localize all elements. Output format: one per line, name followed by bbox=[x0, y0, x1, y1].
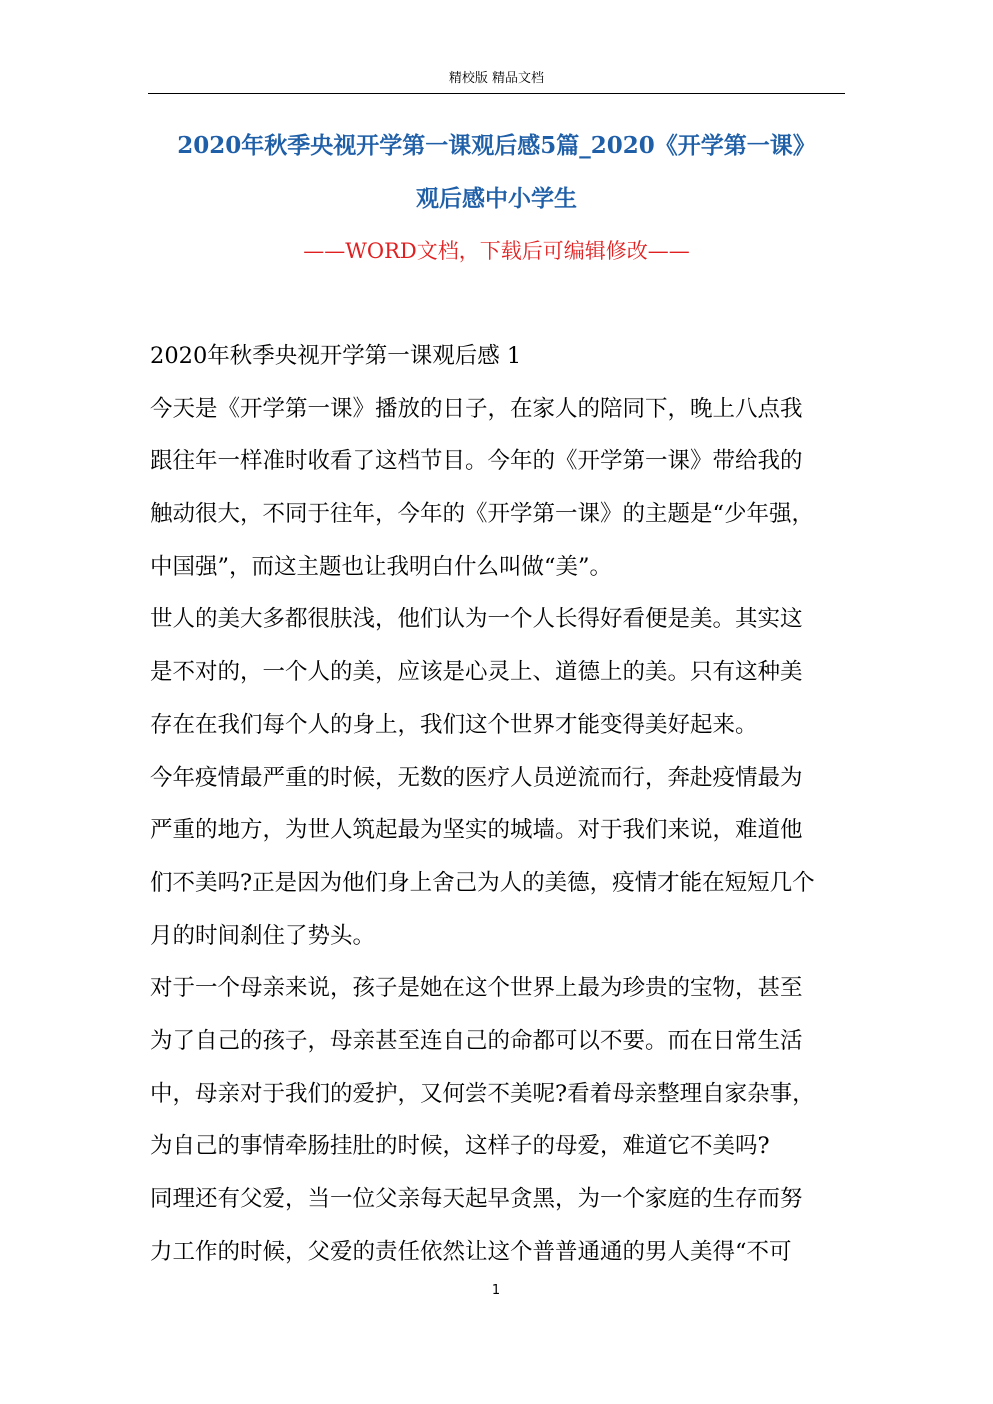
body-line: 对于一个母亲来说，孩子是她在这个世界上最为珍贵的宝物，甚至 bbox=[150, 975, 803, 1002]
body-line: 月的时间刹住了势头。 bbox=[150, 922, 376, 949]
body-line: 们不美吗?正是因为他们身上舍己为人的美德，疫情才能在短短几个 bbox=[150, 869, 815, 896]
body-line: 同理还有父爱，当一位父亲每天起早贪黑，为一个家庭的生存而努 bbox=[150, 1186, 803, 1212]
body-line: 触动很大，不同于往年，今年的《开学第一课》的主题是“少年强， bbox=[150, 501, 815, 528]
body-line: 力工作的时候，父爱的责任依然让这个普普通通的男人美得“不可 bbox=[150, 1238, 792, 1265]
body-line: 中，母亲对于我们的爱护，又何尝不美呢?看着母亲整理自家杂事， bbox=[150, 1080, 815, 1107]
body-line: 中国强”，而这主题也让我明白什么叫做“美”。 bbox=[150, 553, 613, 580]
document-title-line-2: 观后感中小学生 bbox=[416, 185, 577, 212]
section-heading: 2020年秋季央视开学第一课观后感 1 bbox=[150, 343, 522, 369]
document-title-line-1: 2020年秋季央视开学第一课观后感5篇_2020《开学第一课》 bbox=[177, 132, 816, 159]
page-header: 精校版 精品文档 bbox=[448, 71, 545, 86]
page-number: 1 bbox=[491, 1283, 501, 1298]
body-line: 存在在我们每个人的身上，我们这个世界才能变得美好起来。 bbox=[150, 711, 758, 738]
word-document-notice: ——WORD文档，下载后可编辑修改—— bbox=[303, 239, 690, 263]
body-line: 今年疫情最严重的时候，无数的医疗人员逆流而行，奔赴疫情最为 bbox=[150, 764, 803, 791]
body-line: 世人的美大多都很肤浅，他们认为一个人长得好看便是美。其实这 bbox=[150, 606, 803, 633]
body-line: 为自己的事情牵肠挂肚的时候，这样子的母爱，难道它不美吗? bbox=[150, 1133, 770, 1160]
body-line: 今天是《开学第一课》播放的日子，在家人的陪同下，晚上八点我 bbox=[150, 395, 803, 422]
body-line: 严重的地方，为世人筑起最为坚实的城墙。对于我们来说，难道他 bbox=[150, 817, 803, 844]
header-divider bbox=[148, 93, 845, 94]
document-body bbox=[150, 338, 850, 1286]
body-line: 为了自己的孩子，母亲甚至连自己的命都可以不要。而在日常生活 bbox=[150, 1027, 803, 1054]
body-line: 是不对的，一个人的美，应该是心灵上、道德上的美。只有这种美 bbox=[150, 659, 803, 686]
body-line: 跟往年一样准时收看了这档节目。今年的《开学第一课》带给我的 bbox=[150, 448, 803, 475]
